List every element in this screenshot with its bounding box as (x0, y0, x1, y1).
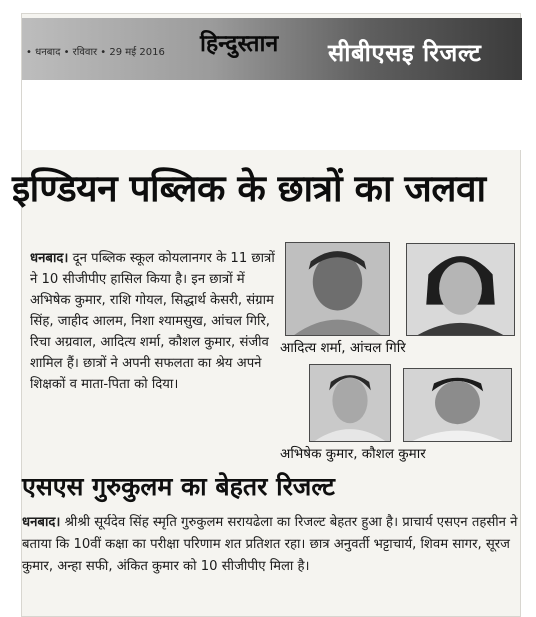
story2-dateline: धनबाद। (22, 515, 61, 530)
dateline: • धनबाद • रविवार • 29 मई 2016 (26, 47, 165, 58)
photo-aditya-sharma (285, 242, 390, 336)
photo-aanchal-giri (406, 243, 515, 336)
portrait-icon (310, 365, 390, 441)
portrait-icon (404, 369, 511, 441)
story2-text (22, 512, 520, 578)
section-title: सीबीएसइ रिजल्ट (328, 39, 482, 67)
photo-kaushal-kumar (403, 368, 512, 442)
photo-caption-bottom: अभिषेक कुमार, कौशल कुमार (280, 446, 426, 462)
story2-paragraph (22, 512, 520, 578)
photo-caption-top: आदित्य शर्मा, आंचल गिरि (280, 340, 406, 356)
story1-body: दून पब्लिक स्कूल कोयलानगर के 11 छात्रों ने 10 सीजीपीए हासिल किया है। इन छात्रों में अभिषेक कुमार, राशि गोयल, सिद्धार्थ केसरी, संग्राम सिंह, जाहीद आलम, निशा श्यामसुख, आंचल गिरि, रिचा अग्रवाल, आदित्य शर्मा, कौशल कुमार, संजीव शामिल हैं। छात्रों ने अपनी सफलता का श्रेय अपने शिक्षकों व माता-पिता को दिया। (30, 251, 275, 392)
story2-body: श्रीश्री सूर्यदेव सिंह स्मृति गुरुकुलम सरायढेला का रिजल्ट बेहतर हुआ है। प्राचार्य एसएन तहसीन ने बताया कि 10वीं कक्षा का परीक्षा परिणाम शत प्रतिशत रहा। छात्र अनुवर्ती भट्टाचार्य, शिवम सागर, सूरज कुमार, अन्हा सफी, अंकित कुमार को 10 सीजीपीए मिला है। (22, 515, 518, 574)
photo-abhishek-kumar (309, 364, 391, 442)
story1-headline: इण्डियन पब्लिक के छात्रों का जलवा (12, 167, 486, 210)
story1-dateline: धनबाद। (30, 251, 69, 266)
portrait-icon (407, 244, 514, 335)
story2-headline: एसएस गुरुकुलम का बेहतर रिजल्ट (22, 472, 335, 501)
page-gap (22, 80, 522, 150)
story1-paragraph (30, 248, 278, 395)
newspaper-name: हिन्दुस्तान (200, 30, 279, 57)
story1-text (30, 248, 278, 395)
portrait-icon (286, 243, 389, 335)
